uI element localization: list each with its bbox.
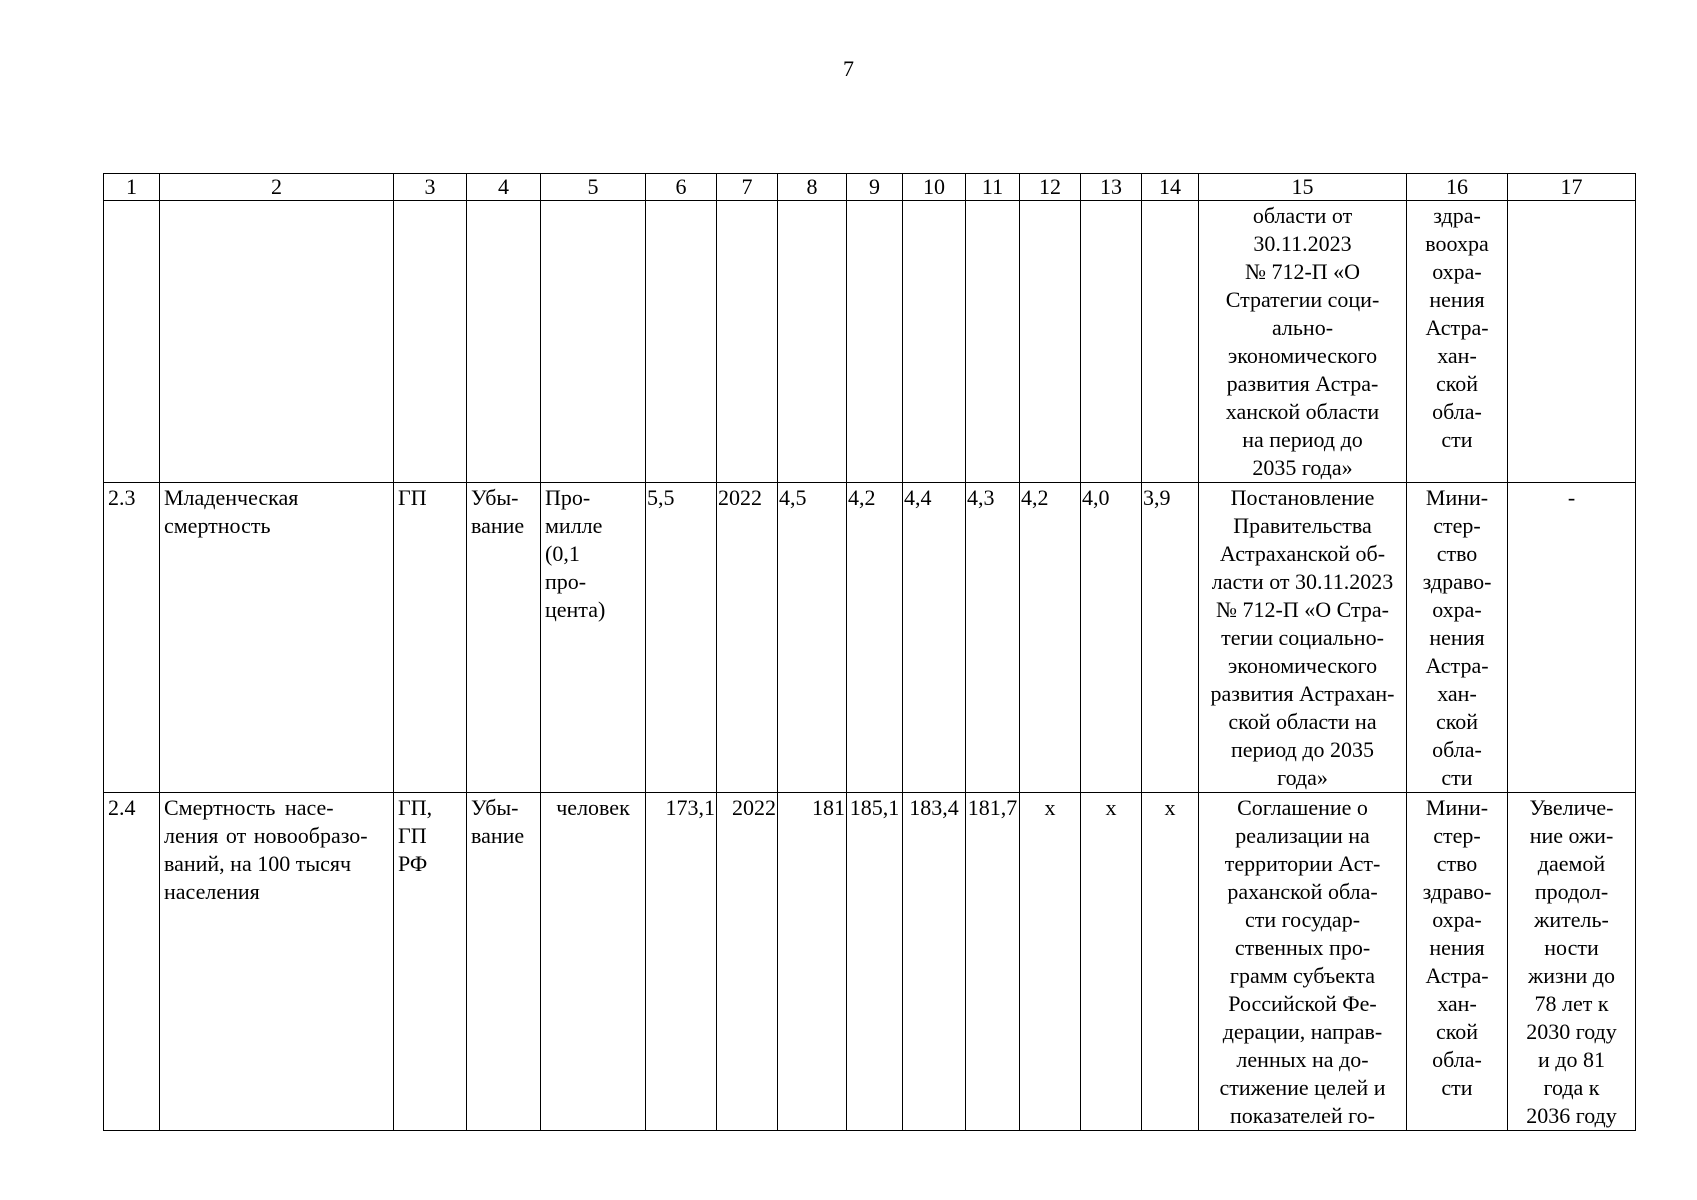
text-line: (0,1 bbox=[545, 541, 580, 566]
text-line: нения bbox=[1429, 287, 1485, 312]
text-line: период до 2035 bbox=[1230, 737, 1375, 762]
text-line: Постановление bbox=[1230, 485, 1375, 510]
text-line: населения bbox=[164, 879, 260, 904]
text-line: здра- bbox=[1433, 203, 1481, 228]
text-line: сти bbox=[1441, 427, 1473, 452]
trend-cell bbox=[467, 483, 541, 793]
text-line: на период до bbox=[1242, 427, 1363, 452]
text-line: № 712-П «О bbox=[1244, 259, 1361, 284]
table-cell bbox=[778, 201, 847, 483]
unit-cell bbox=[541, 793, 646, 1131]
text-line: хан- bbox=[1437, 991, 1477, 1016]
text-line: ской bbox=[1435, 371, 1479, 396]
text-line: обла- bbox=[1432, 1047, 1482, 1072]
text-line: развития Астра- bbox=[1226, 371, 1379, 396]
text-line: территории Аст- bbox=[1224, 851, 1381, 876]
text-line: ности bbox=[1544, 935, 1599, 960]
value-cell: 4,0 bbox=[1081, 483, 1142, 793]
text-line: Мини- bbox=[1425, 795, 1489, 820]
text-line: ления от новообразо- bbox=[164, 823, 368, 848]
indicator-name-cell bbox=[160, 483, 394, 793]
indicator-name-cell bbox=[160, 793, 394, 1131]
indicators-table bbox=[103, 173, 1636, 1131]
header-row bbox=[104, 174, 1636, 201]
text-line: здраво- bbox=[1422, 879, 1492, 904]
text-line: ГП bbox=[398, 823, 427, 848]
text-line: житель- bbox=[1534, 907, 1609, 932]
value-cell: 4,4 bbox=[903, 483, 966, 793]
text-line: ской bbox=[1435, 709, 1479, 734]
responsible-cell bbox=[1407, 483, 1508, 793]
value-cell: 3,9 bbox=[1142, 483, 1199, 793]
value-cell: х bbox=[1142, 793, 1199, 1131]
text-line: человек bbox=[556, 795, 630, 820]
text-line: стер- bbox=[1433, 823, 1481, 848]
text-line: 2030 году bbox=[1526, 1019, 1617, 1044]
value-cell: 4,5 bbox=[778, 483, 847, 793]
text-line: ство bbox=[1436, 541, 1478, 566]
table-cell bbox=[966, 201, 1020, 483]
text-line: стер- bbox=[1433, 513, 1481, 538]
header-cell: 12 bbox=[1020, 174, 1081, 201]
text-line: области от bbox=[1252, 203, 1353, 228]
table-cell bbox=[903, 201, 966, 483]
header-cell: 16 bbox=[1407, 174, 1508, 201]
table-cell bbox=[160, 201, 394, 483]
base-year-cell: 2022 bbox=[717, 793, 778, 1131]
header-cell: 9 bbox=[847, 174, 903, 201]
header-cell: 2 bbox=[160, 174, 394, 201]
text-line: Мини- bbox=[1425, 485, 1489, 510]
text-line: Стратегии соци- bbox=[1225, 287, 1380, 312]
text-line: сти bbox=[1441, 765, 1473, 790]
table-cell bbox=[646, 201, 717, 483]
base-value-cell: 173,1 bbox=[646, 793, 717, 1131]
table-cell bbox=[1020, 201, 1081, 483]
text-line: даемой bbox=[1537, 851, 1606, 876]
text-line: ской области на bbox=[1228, 709, 1377, 734]
text-line: Правительства bbox=[1233, 513, 1372, 538]
text-line: ально- bbox=[1271, 315, 1334, 340]
responsible-cell bbox=[1407, 793, 1508, 1131]
value-cell: 4,3 bbox=[966, 483, 1020, 793]
text-line: дерации, направ- bbox=[1222, 1019, 1383, 1044]
value-cell: х bbox=[1081, 793, 1142, 1131]
text-line: ство bbox=[1436, 851, 1478, 876]
header-cell: 17 bbox=[1508, 174, 1636, 201]
linked-goal-cell bbox=[1508, 793, 1636, 1131]
text-line: обла- bbox=[1432, 399, 1482, 424]
table-cell bbox=[717, 201, 778, 483]
table-row-2-4 bbox=[104, 793, 1636, 1131]
header-cell: 11 bbox=[966, 174, 1020, 201]
text-line: продол- bbox=[1534, 879, 1609, 904]
text-line: Про- bbox=[545, 485, 591, 510]
header-cell: 1 bbox=[104, 174, 160, 201]
text-line: грамм субъекта bbox=[1229, 963, 1376, 988]
legal-basis-cell bbox=[1199, 793, 1407, 1131]
text-line: жизни до bbox=[1528, 963, 1615, 988]
text-line: здраво- bbox=[1422, 569, 1492, 594]
responsible-cell bbox=[1407, 201, 1508, 483]
text-line: года к bbox=[1543, 1075, 1600, 1100]
text-line: Увеличе- bbox=[1529, 795, 1614, 820]
text-line: милле bbox=[545, 513, 603, 538]
level-cell bbox=[394, 793, 467, 1131]
text-line: ласти от 30.11.2023 bbox=[1211, 569, 1394, 594]
text-line: ГП, bbox=[398, 795, 433, 820]
text-line: про- bbox=[545, 569, 587, 594]
unit-cell bbox=[541, 483, 646, 793]
text-line: вание bbox=[471, 513, 525, 538]
text-line: Астра- bbox=[1425, 653, 1489, 678]
text-line: воохра bbox=[1425, 231, 1489, 256]
text-line: года» bbox=[1277, 765, 1328, 790]
text-line: ственных про- bbox=[1234, 935, 1371, 960]
text-line: ние ожи- bbox=[1529, 823, 1614, 848]
text-line: ханской области bbox=[1225, 399, 1380, 424]
text-line: сти государ- bbox=[1244, 907, 1361, 932]
header-cell: 14 bbox=[1142, 174, 1199, 201]
row-number-cell: 2.3 bbox=[104, 483, 160, 793]
text-line: Убы- bbox=[471, 485, 519, 510]
table-cell bbox=[541, 201, 646, 483]
value-cell: 181 bbox=[778, 793, 847, 1131]
level-cell bbox=[394, 483, 467, 793]
text-line: развития Астрахан- bbox=[1210, 681, 1395, 706]
text-line: экономического bbox=[1227, 653, 1378, 678]
header-cell: 4 bbox=[467, 174, 541, 201]
text-line: раханской обла- bbox=[1227, 879, 1378, 904]
text-line: Убы- bbox=[471, 795, 519, 820]
text-line: хан- bbox=[1437, 343, 1477, 368]
text-line: охра- bbox=[1432, 259, 1482, 284]
text-line: Смертность насе- bbox=[164, 795, 334, 820]
base-year-cell: 2022 bbox=[717, 483, 778, 793]
text-line: Соглашение о bbox=[1237, 795, 1368, 820]
text-line: сти bbox=[1441, 1075, 1473, 1100]
header-cell: 15 bbox=[1199, 174, 1407, 201]
text-line: ской bbox=[1435, 1019, 1479, 1044]
text-line: Российской Фе- bbox=[1228, 991, 1377, 1016]
text-line: тегии социально- bbox=[1221, 625, 1384, 650]
value-cell: х bbox=[1020, 793, 1081, 1131]
text-line: № 712-П «О Стра- bbox=[1216, 597, 1389, 622]
table-cell bbox=[467, 201, 541, 483]
header-cell: 8 bbox=[778, 174, 847, 201]
text-line: реализации на bbox=[1235, 823, 1370, 848]
table-cell bbox=[394, 201, 467, 483]
text-line: цента) bbox=[545, 597, 606, 622]
text-line: 30.11.2023 bbox=[1253, 231, 1352, 256]
text-line: вание bbox=[471, 823, 525, 848]
text-line: обла- bbox=[1432, 737, 1482, 762]
text-line: смертность bbox=[164, 513, 271, 538]
text-line: 2036 году bbox=[1526, 1103, 1617, 1128]
text-line: ГП bbox=[398, 485, 427, 510]
header-cell: 7 bbox=[717, 174, 778, 201]
text-line: охра- bbox=[1432, 907, 1482, 932]
text-line: экономического bbox=[1227, 343, 1378, 368]
text-line: охра- bbox=[1432, 597, 1482, 622]
text-line: нения bbox=[1429, 625, 1485, 650]
base-value-cell: 5,5 bbox=[646, 483, 717, 793]
table-cell bbox=[1081, 201, 1142, 483]
text-line: 2035 года» bbox=[1252, 455, 1353, 480]
table-row-2-3 bbox=[104, 483, 1636, 793]
page-number: 7 bbox=[843, 56, 854, 81]
text-line: РФ bbox=[398, 851, 428, 876]
table-cell bbox=[847, 201, 903, 483]
table-cell bbox=[104, 201, 160, 483]
legal-basis-cell bbox=[1199, 483, 1407, 793]
header-cell: 5 bbox=[541, 174, 646, 201]
header-cell: 10 bbox=[903, 174, 966, 201]
text-line: Младенческая bbox=[164, 485, 299, 510]
header-cell: 6 bbox=[646, 174, 717, 201]
text-line: стижение целей и bbox=[1219, 1075, 1386, 1100]
header-cell: 13 bbox=[1081, 174, 1142, 201]
text-line: Астра- bbox=[1425, 963, 1489, 988]
trend-cell bbox=[467, 793, 541, 1131]
text-line: 78 лет к bbox=[1534, 991, 1609, 1016]
text-line: показателей го- bbox=[1230, 1103, 1375, 1128]
value-cell: 4,2 bbox=[1020, 483, 1081, 793]
table-cell bbox=[1508, 201, 1636, 483]
table-row-continuation bbox=[104, 201, 1636, 483]
legal-basis-cell bbox=[1199, 201, 1407, 483]
text-line: Астра- bbox=[1425, 315, 1489, 340]
table-cell bbox=[1142, 201, 1199, 483]
text-line: и до 81 bbox=[1538, 1047, 1605, 1072]
value-cell: 4,2 bbox=[847, 483, 903, 793]
header-cell: 3 bbox=[394, 174, 467, 201]
value-cell: 185,1 bbox=[847, 793, 903, 1131]
text-line: ленных на до- bbox=[1236, 1047, 1369, 1072]
text-line: Астраханской об- bbox=[1219, 541, 1386, 566]
value-cell: 183,4 bbox=[903, 793, 966, 1131]
text-line: ваний, на 100 тысяч bbox=[164, 851, 352, 876]
row-number-cell: 2.4 bbox=[104, 793, 160, 1131]
text-line: хан- bbox=[1437, 681, 1477, 706]
text-line: нения bbox=[1429, 935, 1485, 960]
linked-goal-cell: - bbox=[1508, 483, 1636, 793]
value-cell: 181,7 bbox=[966, 793, 1020, 1131]
